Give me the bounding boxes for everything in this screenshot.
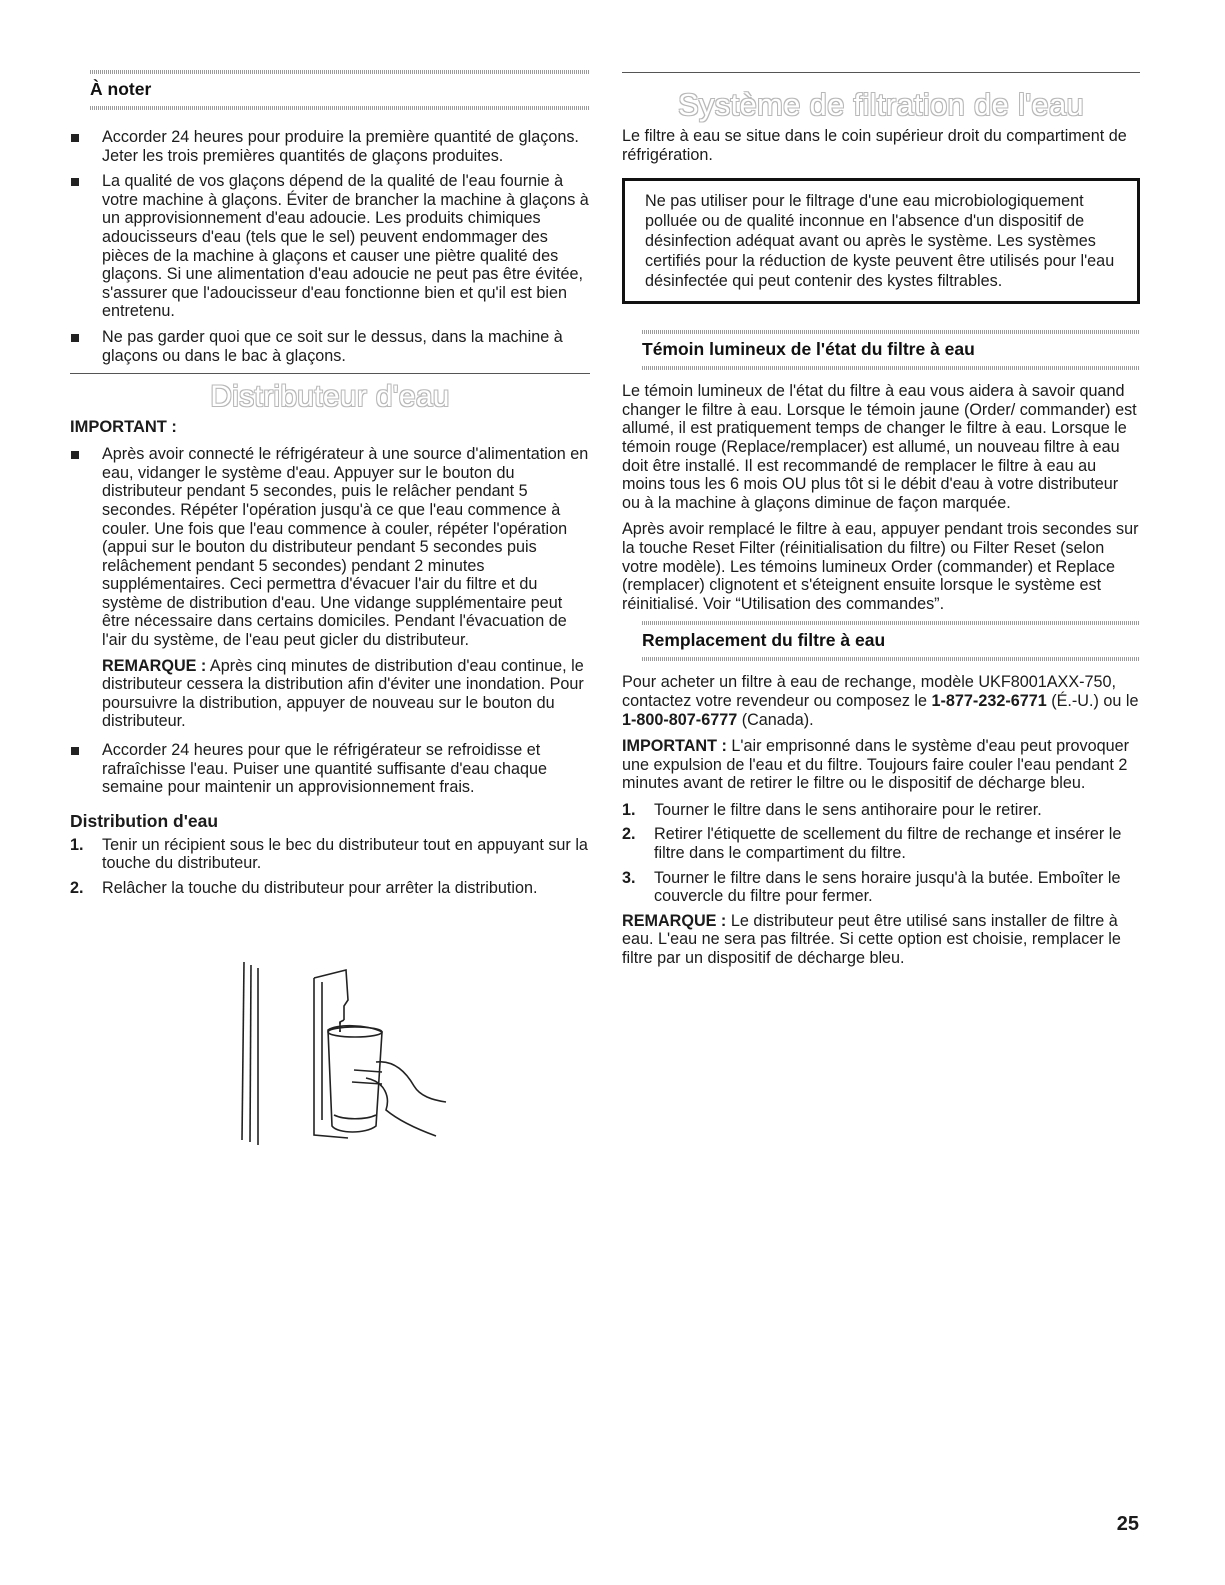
dotted-rule xyxy=(90,106,590,110)
filtration-title: Système de filtration de l'eau xyxy=(677,87,1085,122)
dispenser-illustration xyxy=(236,960,476,1150)
temoin-paragraph: Après avoir remplacé le filtre à eau, appuyer pendant trois secondes sur la touche Reset Filter (réinitialisation du filtre) ou Filter Reset (selon votre modèle). Les témoins lumineux Order (commander) et Replace (remplacer) clignotent et s'éteignent ensuite lorsque le système est réinitialisé. Voir “Utilisation des commandes”. xyxy=(622,520,1139,613)
noter-list xyxy=(70,128,590,365)
phone-us: 1-877-232-6771 xyxy=(931,691,1047,710)
noter-section-header xyxy=(70,70,590,110)
distributeur-list xyxy=(70,445,590,650)
left-column xyxy=(70,70,590,904)
step-number: 3. xyxy=(622,868,636,887)
remarque-text: Le distributeur peut être utilisé sans installer de filtre à eau. L'eau ne sera pas filtrée. Si cette option est choisie, remplacer le filtre par un dispositif de décharge bleu. xyxy=(622,911,1121,968)
section-rule xyxy=(70,373,590,374)
step-text: Tourner le filtre dans le sens horaire jusqu'à la butée. Emboîter le couvercle du filtre pour fermer. xyxy=(654,868,1121,906)
dotted-rule xyxy=(90,70,590,74)
remplacement-steps xyxy=(622,801,1140,906)
step-item xyxy=(622,869,1140,906)
step-text: Relâcher la touche du distributeur pour arrêter la distribution. xyxy=(102,879,538,897)
distributeur-list-2 xyxy=(70,741,590,797)
noter-heading: À noter xyxy=(90,79,152,99)
page-number: 25 xyxy=(1116,1513,1139,1535)
step-text: Tourner le filtre dans le sens antihoraire pour le retirer. xyxy=(654,800,1042,819)
remplacement-heading: Remplacement du filtre à eau xyxy=(642,630,886,651)
distribution-heading: Distribution d'eau xyxy=(70,810,219,831)
temoin-section-header xyxy=(622,330,1140,370)
remarque-text: Après cinq minutes de distribution d'eau continue, le distributeur cessera la distribution afin d'éviter une inondation. Pour poursuivre la distribution, appuyer de nouveau sur le bouton du distributeur. xyxy=(102,656,584,731)
right-column xyxy=(622,70,1140,976)
list-item: Accorder 24 heures pour produire la première quantité de glaçons. Jeter les trois premières quantités de glaçons produites. xyxy=(70,128,590,165)
remarque-note xyxy=(70,657,590,731)
step-item xyxy=(70,879,590,898)
text-span: (Canada). xyxy=(737,710,814,729)
step-number: 2. xyxy=(70,879,84,897)
dotted-rule xyxy=(642,621,1140,625)
temoin-heading: Témoin lumineux de l'état du filtre à eau xyxy=(642,339,975,360)
step-number: 1. xyxy=(70,835,84,854)
text-span: (É.-U.) ou le xyxy=(1046,691,1139,710)
list-item: Après avoir connecté le réfrigérateur à une source d'alimentation en eau, vidanger le système d'eau. Appuyer sur le bouton du distributeur pendant 5 secondes, puis le relâcher pendant 5 secondes. Répéter l'opération jusqu'à ce que l'eau commence à couler. Une fois que l'eau commence à couler, répéter l'opération (appui sur le bouton du distributeur pendant 5 secondes puis relâchement pendant 5 secondes) pendant 2 minutes supplémentaires. Ceci permettra d'évacuer l'air du filtre et du système de distribution d'eau. Une vidange supplémentaire peut être nécessaire dans certains domiciles. Pendant l'évacuation de l'air du système, de l'eau peut gicler du distributeur. xyxy=(70,445,590,650)
distribution-steps xyxy=(70,836,590,898)
important-paragraph xyxy=(622,737,1140,793)
list-item: La qualité de vos glaçons dépend de la qualité de l'eau fournie à votre machine à glaçons. Éviter de brancher la machine à glaçons à un approvisionnement d'eau adoucie. Les produits chimiques adoucisseurs d'eau (tels que le sel) peuvent endommager des pièces de la machine à glaçons et causer une piètre qualité des glaçons. Si une alimentation d'eau adoucie ne peut pas être évitée, s'assurer que l'adoucisseur d'eau fonctionne bien et qu'il est bien entretenu. xyxy=(70,172,590,321)
section-rule xyxy=(622,72,1140,73)
list-item: Accorder 24 heures pour que le réfrigérateur se refroidisse et rafraîchisse l'eau. Puiser une quantité suffisante d'eau chaque semaine pour maintenir un approvisionnement frais. xyxy=(70,741,590,797)
warning-box xyxy=(622,178,1140,304)
distributeur-title: Distributeur d'eau xyxy=(210,380,450,414)
important-text: L'air emprisonné dans le système d'eau peut provoquer une expulsion de l'eau et du filtre. Toujours faire couler l'eau pendant 2 minutes avant de retirer le filtre ou le dispositif de décharge bleu. xyxy=(622,737,1130,793)
filtration-intro: Le filtre à eau se situe dans le coin supérieur droit du compartiment de réfrigération. xyxy=(622,127,1127,164)
phone-ca: 1-800-807-6777 xyxy=(622,710,738,729)
step-item xyxy=(622,801,1140,820)
important-label: IMPORTANT : xyxy=(622,737,727,756)
remplacement-paragraph xyxy=(622,673,1140,729)
step-text: Retirer l'étiquette de scellement du filtre de rechange et insérer le filtre dans le compartiment du filtre. xyxy=(654,825,1122,863)
dotted-rule xyxy=(642,366,1140,370)
warning-text: Ne pas utiliser pour le filtrage d'une eau microbiologiquement polluée ou de qualité inconnue en l'absence d'un dispositif de désinfection adéquat avant ou après le système. Les systèmes certifiés pour la réduction de kyste peuvent être utilisés pour l'eau désinfectée qui peut contenir des kystes filtrables. xyxy=(645,192,1115,291)
step-item xyxy=(622,825,1140,862)
remarque-paragraph xyxy=(622,912,1140,968)
dotted-rule xyxy=(642,330,1140,334)
step-number: 1. xyxy=(622,800,636,819)
remarque-label: REMARQUE : xyxy=(102,656,207,675)
dotted-rule xyxy=(642,657,1140,661)
remarque-label: REMARQUE : xyxy=(622,911,727,930)
important-label: IMPORTANT : xyxy=(70,418,177,437)
step-text: Tenir un récipient sous le bec du distributeur tout en appuyant sur la touche du distributeur. xyxy=(102,835,588,873)
remplacement-section-header xyxy=(622,621,1140,661)
temoin-paragraph: Le témoin lumineux de l'état du filtre à eau vous aidera à savoir quand changer le filtre à eau. Lorsque le témoin jaune (Order/ commander) est allumé, il est pratiquement temps de changer le filtre à eau. Lorsque le témoin rouge (Replace/remplacer) est allumé, un nouveau filtre à eau doit être installé. Il est recommandé de remplacer le filtre à eau au moins tous les 6 mois OU plus tôt si le débit d'eau à votre distributeur ou à la machine à glaçons diminue de façon marquée. xyxy=(622,382,1137,512)
step-item xyxy=(70,836,590,873)
step-number: 2. xyxy=(622,825,636,844)
list-item: Ne pas garder quoi que ce soit sur le dessus, dans la machine à glaçons ou dans le bac à glaçons. xyxy=(70,328,590,365)
text-span: Pour acheter un filtre à eau de rechange, modèle UKF8001AXX-750, contactez votre revendeur ou composez le xyxy=(622,673,1117,710)
